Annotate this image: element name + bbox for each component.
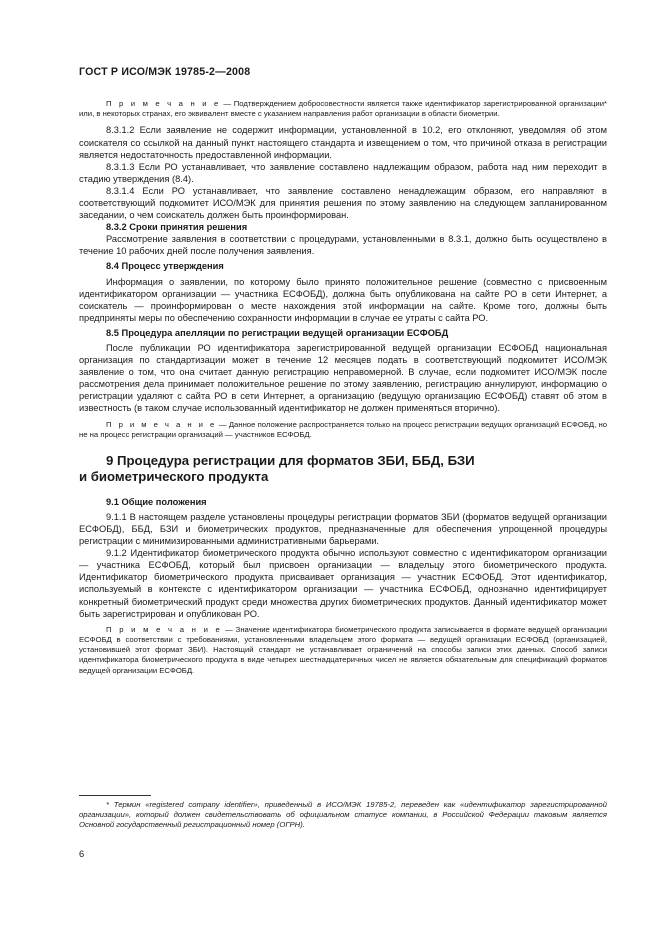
note-product-id <box>79 625 607 676</box>
paragraph-8-3-2: Рассмотрение заявления в соответствии с процедурами, установленными в 8.3.1, должно быть осуществлено в течение 10 рабочих дней после получения заявления. <box>79 234 607 257</box>
heading-8-3-2: 8.3.2 Сроки принятия решения <box>106 222 248 233</box>
page-number: 6 <box>79 849 85 859</box>
paragraph-8-4: Информация о заявлении, по которому было принято положительное решение (совместно с присвоенным идентификатором организации — участника ЕСФОБД), должна быть опубликована на сайте РО в сети Интернет, а соискатель — проинформирован о месте нахождения этой информации на сайте. Кроме того, должны быть предприняты меры по обеспечению сохранности информации в случае ее утраты с сайта РО. <box>79 276 607 323</box>
paragraph-9-1-2: 9.1.2 Идентификатор биометрического продукта обычно используют совместно с идентификатором организации — участника ЕСФОБД, который был присвоен организации — владельцу этого биометрического продукта. Идентификатор биометрического продукта присваивает организация — участник ЕСФОБД. Этот идентификатор, используемый в контексте с идентификатором организации — участника ЕСФОБД, однозначно идентифицирует конкретный биометрический продукт среди множества других биометрических продуктов. Данный идентификатор может быть зарегистрирован и опубликован РО. <box>79 548 607 619</box>
note-confirmation <box>79 99 607 119</box>
heading-8-5: 8.5 Процедура апелляции по регистрации ведущей организации ЕСФОБД <box>106 327 449 338</box>
document-body <box>79 99 607 676</box>
note-appeal <box>79 420 607 440</box>
heading-8-4: 8.4 Процесс утверждения <box>106 261 224 272</box>
paragraph-8-5: После публикации РО идентификатора зарегистрированной ведущей организации ЕСФОБД национальная организация по стандартизации может в течение 12 месяцев подать в соответствующий подкомитет ИСО/МЭК заявление о том, что она считает данную регистрацию неправомерной. В случае, если подкомитет ИСО/МЭК после рассмотрения дела принимает положительное решение по этому заявлению, регистрацию аннулируют, информацию о регистрации удаляют с сайта РО в сети Интернет, а организацию (ведущую организацию ЕСФОБД) ставят об этом в известность (в таком случае использованный идентификатор не должен применяться вторично). <box>79 343 607 414</box>
heading-section-9-line2: и биометрического продукта <box>79 469 269 485</box>
document-header: ГОСТ Р ИСО/МЭК 19785-2—2008 <box>79 66 251 78</box>
heading-9-1: 9.1 Общие положения <box>106 496 207 507</box>
paragraph-8-3-1-2: 8.3.1.2 Если заявление не содержит информации, установленной в 10.2, его отклоняют, уведомляя об этом соискателя со ссылкой на данный пункт настоящего стандарта и извещением о том, что причиной отказа в регистрации является недостаточность предоставленной информации. <box>79 125 607 160</box>
paragraph-8-3-1-3: 8.3.1.3 Если РО устанавливает, что заявление составлено надлежащим образом, работа над ним переходит в стадию утверждения (8.4). <box>79 161 607 184</box>
note-label: П р и м е ч а н и е <box>106 419 217 429</box>
heading-section-9-line1: 9 Процедура регистрации для форматов ЗБИ, ББД, БЗИ <box>106 452 475 468</box>
paragraph-8-3-1-4: 8.3.1.4 Если РО устанавливает, что заявление составлено ненадлежащим образом, его направляют в соответствующий подкомитет ИСО/МЭК для принятия решения по этому заявлению на следующем запланированном заседании, о чем соискатель должен быть проинформирован. <box>79 185 607 221</box>
note-text: — Значение идентификатора биометрического продукта записывается в формате ведущей организации ЕСФОБД в соответствии с требованиями, установленными владельцем этого формата — ведущей организации ЕСФОБД (организацией, установившей этот формат ЗБИ). Настоящий стандарт не устанавливает ограничений на способы записи этих данных. Способ записи идентификатора биометрического продукта в виде четырех шестнадцатеричных чисел не является обязательным для спецификаций форматов ведущей организации ЕСФОБД. <box>79 624 608 675</box>
note-label: П р и м е ч а н и е <box>106 99 221 108</box>
footnote: * Термин «registered company identifier», приведенный в ИСО/МЭК 19785-2, переведен как «идентификатор зарегистрированной организации», который должен свидетельствовать об официальном статусе компании, в Российской Федерации таковым является Основной государственный регистрационный номер (ОГРН). <box>79 800 607 830</box>
note-text: — Подтверждением добросовестности является также идентификатор зарегистрированной организации* или, в некоторых странах, его эквивалент вместе с указанием направления работ организации в области биометрии. <box>79 99 607 119</box>
paragraph-9-1-1: 9.1.1 В настоящем разделе установлены процедуры регистрации форматов ЗБИ (форматов ведущей организации ЕСФОБД), ББД, БЗИ и биометрических продуктов, предназначенные для обеспечения упрощенной процедуры регистрации с минимизированными административными барьерами. <box>79 511 607 547</box>
heading-section-9 <box>79 453 607 486</box>
note-label: П р и м е ч а н и е <box>106 624 223 634</box>
note-text: — Данное положение распространяется только на процесс регистрации ведущих организаций ЕСФОБД, но не на процесс регистрации организаций — участников ЕСФОБД. <box>79 419 607 439</box>
footnote-divider <box>79 795 151 796</box>
